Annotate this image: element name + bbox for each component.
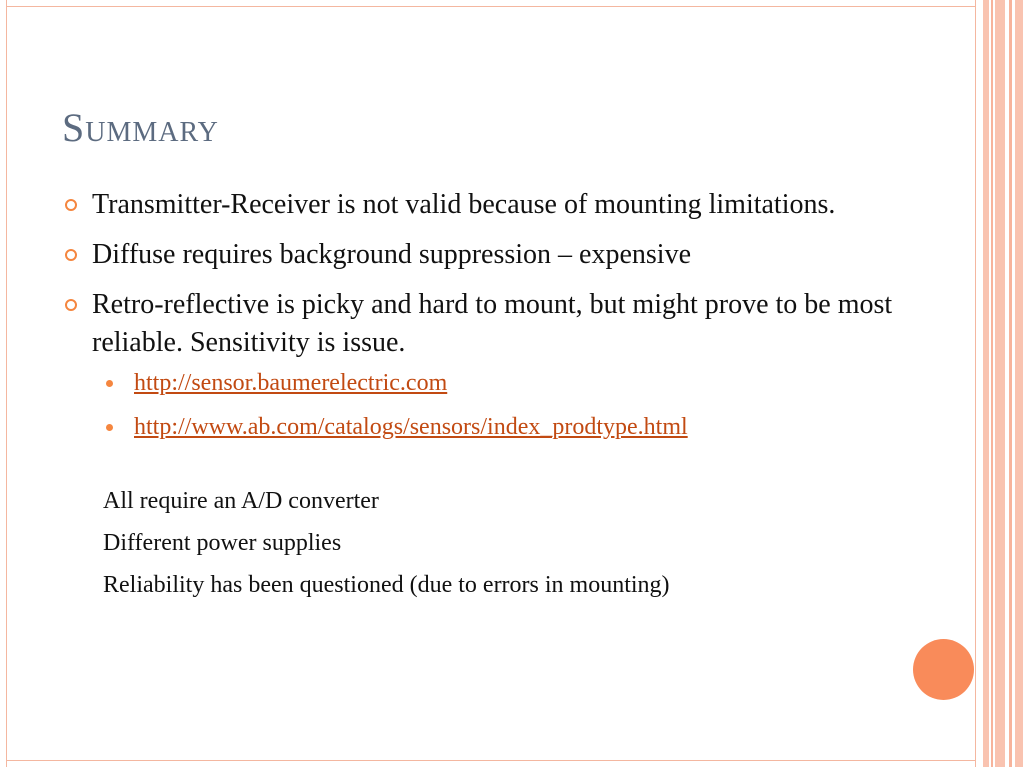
bullet-text: Retro-reflective is picky and hard to mount, but might prove to be most reliable. Sensitivity is issue. <box>92 289 893 358</box>
bullet-text: Diffuse requires background suppression – expensive <box>92 239 692 270</box>
bullet-ring-icon <box>65 199 77 211</box>
ab-catalog-link[interactable]: http://www.ab.com/catalogs/sensors/index_prodtype.html <box>134 414 688 440</box>
bullet-dot-icon <box>106 424 113 431</box>
decorative-stripe <box>1009 0 1012 767</box>
sub-bullet-item <box>62 410 952 444</box>
slide-content <box>62 186 952 610</box>
spacer <box>62 454 952 484</box>
note-line: All require an A/D converter <box>103 488 379 514</box>
bullet-item <box>62 186 952 224</box>
bullet-text: Transmitter-Receiver is not valid because of mounting limitations. <box>92 189 836 220</box>
frame-bottom-line <box>6 760 976 761</box>
decorative-stripe <box>1015 0 1023 767</box>
bullet-dot-icon <box>106 380 113 387</box>
slide-title: Summary <box>62 105 219 150</box>
note-line: Reliability has been questioned (due to errors in mounting) <box>103 572 670 598</box>
decorative-circle <box>913 639 974 700</box>
decorative-stripe <box>995 0 1005 767</box>
bullet-item <box>62 236 952 274</box>
bullet-ring-icon <box>65 299 77 311</box>
sub-bullet-item <box>62 366 952 400</box>
frame-top-line <box>6 6 976 7</box>
decorative-stripe <box>983 0 989 767</box>
note-line: Different power supplies <box>103 530 342 556</box>
bullet-ring-icon <box>65 249 77 261</box>
baumer-link[interactable]: http://sensor.baumerelectric.com <box>134 370 448 396</box>
bullet-item <box>62 286 952 362</box>
decorative-stripe <box>991 0 993 767</box>
